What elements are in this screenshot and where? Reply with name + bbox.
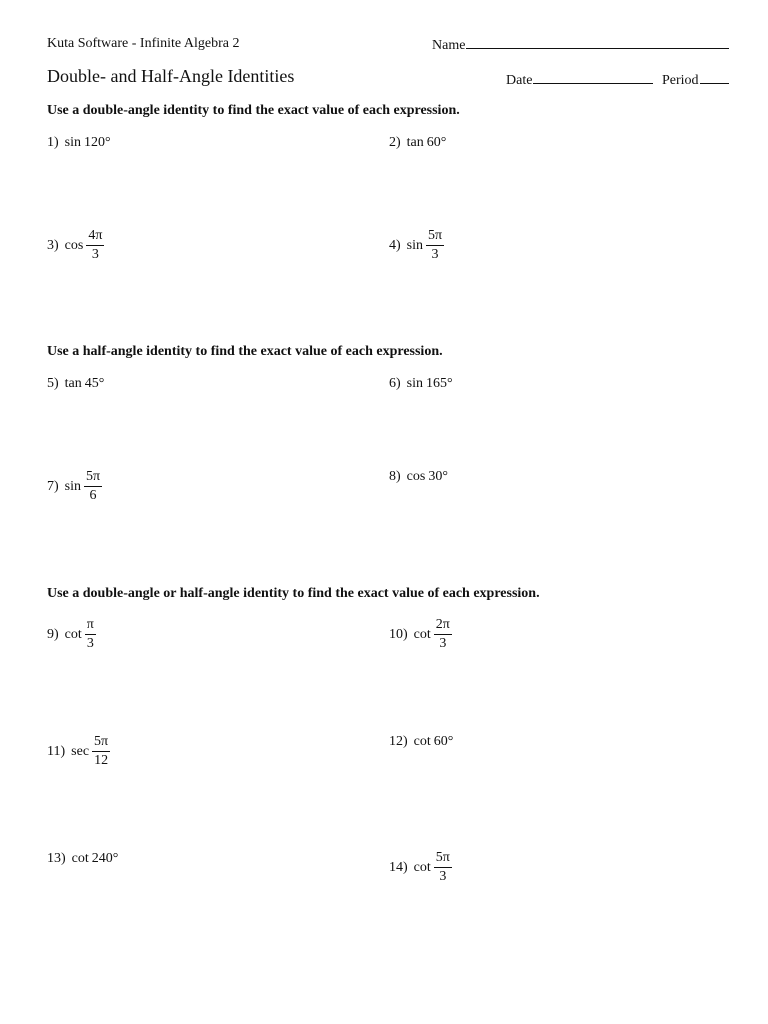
period-label: Period	[662, 73, 699, 88]
fraction-numerator: 5π	[434, 851, 452, 868]
fraction-denominator: 3	[439, 869, 447, 884]
fraction	[426, 229, 444, 262]
problem-argument: 60°	[433, 734, 454, 749]
fraction-denominator: 3	[439, 636, 447, 651]
problem-function: cot	[413, 734, 431, 749]
section-3-instruction: Use a double-angle or half-angle identity to find the exact value of each expression.	[47, 586, 540, 601]
section-1-instruction: Use a double-angle identity to find the exact value of each expression.	[47, 103, 460, 118]
problem-function: sin	[406, 237, 424, 253]
fraction-denominator: 6	[89, 488, 97, 503]
fraction-denominator: 3	[431, 247, 439, 262]
problem-number: 14)	[389, 859, 408, 875]
problem-6	[389, 376, 453, 392]
name-field[interactable]	[432, 36, 729, 54]
date-field[interactable]	[506, 71, 653, 89]
page-title: Double- and Half-Angle Identities	[47, 66, 295, 86]
problem-10	[389, 618, 452, 651]
problem-function: cos	[64, 237, 84, 253]
problem-1	[47, 135, 111, 151]
problem-function: sec	[71, 743, 90, 759]
problem-number: 4)	[389, 237, 401, 253]
problem-number: 8)	[389, 469, 401, 484]
fraction-denominator: 3	[86, 636, 94, 651]
fraction-numerator: 5π	[92, 735, 110, 752]
problem-argument: 45°	[84, 376, 105, 391]
fraction	[85, 618, 96, 651]
fraction-denominator: 12	[94, 753, 109, 768]
period-blank[interactable]	[700, 71, 729, 84]
date-label: Date	[506, 73, 533, 88]
fraction-numerator: 2π	[434, 618, 452, 635]
problem-function: cos	[406, 469, 426, 484]
problem-number: 11)	[47, 743, 66, 759]
problem-function: sin	[64, 135, 82, 150]
problem-function: sin	[64, 478, 82, 494]
problem-12	[389, 734, 453, 750]
problem-11	[47, 735, 110, 768]
problem-number: 7)	[47, 478, 59, 494]
problem-function: cot	[64, 626, 82, 642]
fraction	[434, 618, 452, 651]
problem-number: 10)	[389, 626, 408, 642]
fraction	[84, 470, 102, 503]
problem-14	[389, 851, 452, 884]
fraction-numerator: 4π	[86, 229, 104, 246]
problem-number: 13)	[47, 851, 66, 866]
problem-function: cot	[71, 851, 89, 866]
problem-function: tan	[406, 135, 424, 150]
problem-function: cot	[413, 859, 431, 875]
fraction	[86, 229, 104, 262]
problem-number: 2)	[389, 135, 401, 150]
problem-4	[389, 229, 444, 262]
fraction	[434, 851, 452, 884]
problem-13	[47, 851, 118, 867]
problem-function: tan	[64, 376, 82, 391]
date-blank[interactable]	[533, 71, 653, 84]
problem-7	[47, 470, 102, 503]
problem-number: 1)	[47, 135, 59, 150]
problem-function: cot	[413, 626, 431, 642]
problem-argument: 120°	[84, 135, 111, 150]
problem-number: 12)	[389, 734, 408, 749]
problem-argument: 60°	[426, 135, 447, 150]
problem-9	[47, 618, 96, 651]
fraction	[92, 735, 110, 768]
problem-number: 3)	[47, 237, 59, 253]
problem-number: 6)	[389, 376, 401, 391]
name-blank[interactable]	[466, 36, 729, 49]
problem-argument: 30°	[428, 469, 448, 484]
period-field[interactable]	[662, 71, 729, 89]
fraction-denominator: 3	[91, 247, 99, 262]
problem-function: sin	[406, 376, 424, 391]
section-2-instruction: Use a half-angle identity to find the exact value of each expression.	[47, 344, 443, 359]
problem-argument: 165°	[426, 376, 453, 391]
problem-number: 9)	[47, 626, 59, 642]
fraction-numerator: 5π	[84, 470, 102, 487]
problem-2	[389, 135, 446, 151]
problem-argument: 240°	[91, 851, 119, 866]
fraction-numerator: 5π	[426, 229, 444, 246]
problem-5	[47, 376, 104, 392]
name-label: Name	[432, 38, 466, 53]
fraction-numerator: π	[85, 618, 96, 635]
problem-8	[389, 469, 448, 485]
problem-3	[47, 229, 104, 262]
publisher-label: Kuta Software - Infinite Algebra 2	[47, 36, 240, 51]
problem-number: 5)	[47, 376, 59, 391]
